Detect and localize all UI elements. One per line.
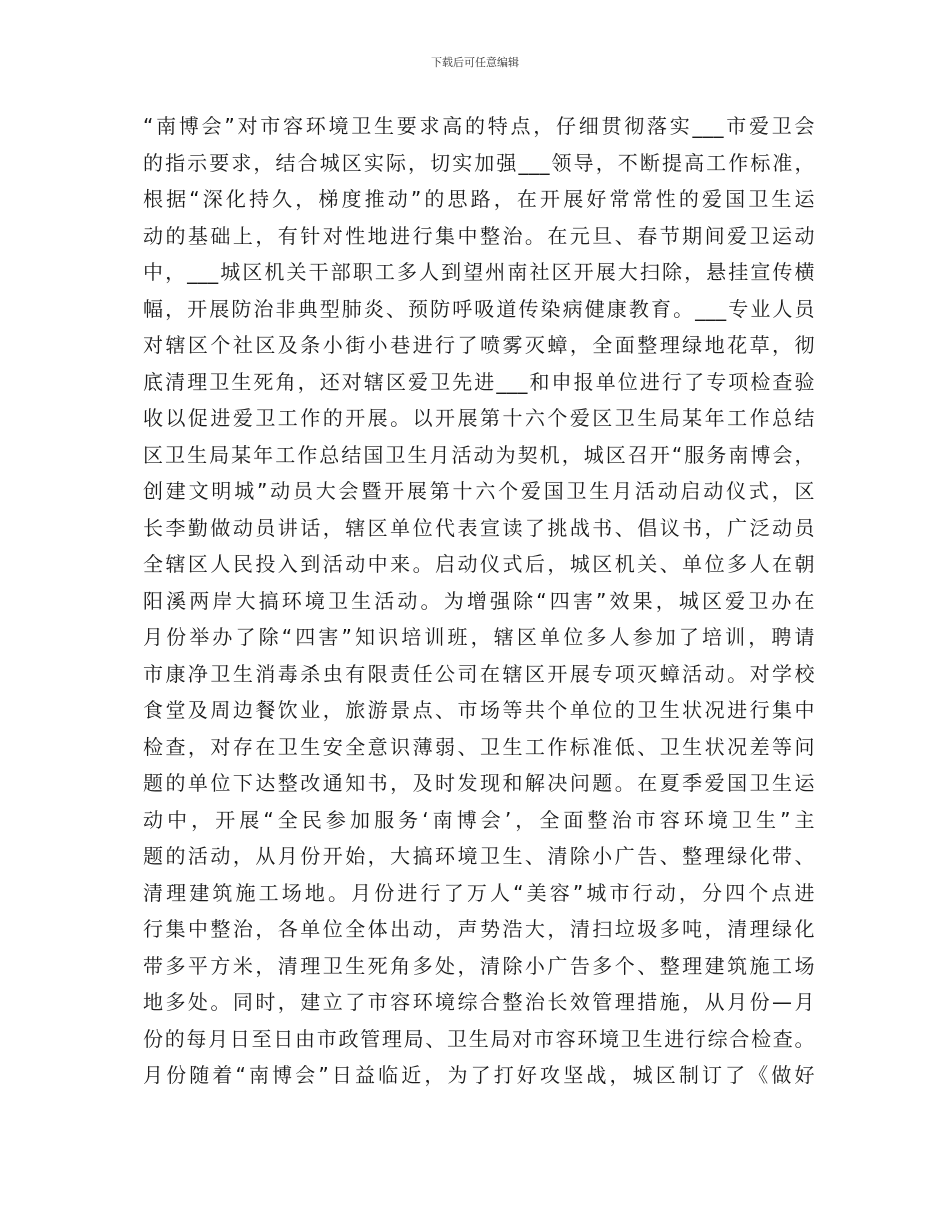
text-line: 检查，对存在卫生安全意识薄弱、卫生工作标准低、卫生状况差等问	[143, 734, 815, 759]
text-line: 长李勤做动员讲话，辖区单位代表宣读了挑战书、倡议书，广泛动员	[143, 515, 815, 540]
text-line: 动中，开展“全民参加服务‘南博会’，全面整治市容环境卫生”主	[143, 807, 815, 832]
text-line: 创建文明城”动员大会暨开展第十六个爱国卫生月活动启动仪式，区	[143, 479, 815, 503]
text-line: 带多平方米，清理卫生死角多处，清除小广告多个、整理建筑施工场	[143, 953, 815, 978]
text-line: 市康净卫生消毒杀虫有限责任公司在辖区开展专项灭蟑活动。对学校	[143, 661, 815, 686]
text-line: 收以促进爱卫工作的开展。以开展第十六个爱区卫生局某年工作总结	[143, 406, 815, 430]
text-line: 阳溪两岸大搞环境卫生活动。为增强除“四害”效果，城区爱卫办在	[143, 588, 815, 613]
text-line: 动的基础上，有针对性地进行集中整治。在元旦、春节期间爱卫运动	[143, 223, 815, 248]
text-line: 全辖区人民投入到活动中来。启动仪式后，城区机关、单位多人在朝	[143, 552, 815, 576]
text-line: 对辖区个社区及条小街小巷进行了喷雾灭蟑，全面整理绿地花草，彻	[143, 333, 815, 357]
text-line: 份的每月日至日由市政管理局、卫生局对市容环境卫生进行综合检查。	[143, 1026, 815, 1051]
text-line: 题的活动，从月份开始，大搞环境卫生、清除小广告、整理绿化带、	[143, 844, 815, 868]
text-line: 清理建筑施工场地。月份进行了万人“美容”城市行动，分四个点进	[143, 880, 815, 905]
text-line: 幅，开展防治非典型肺炎、预防呼吸道传染病健康教育。___专业人员	[143, 296, 815, 321]
text-line: 区卫生局某年工作总结国卫生月活动为契机，城区召开“服务南博会，	[143, 442, 815, 467]
text-line: 月份举办了除“四害”知识培训班，辖区单位多人参加了培训，聘请	[143, 625, 815, 649]
text-line: 中，___城区机关干部职工多人到望州南社区开展大扫除，悬挂宣传横	[143, 260, 815, 284]
document-body	[143, 108, 815, 1094]
page-header: 下载后可任意编辑	[431, 56, 519, 69]
text-line: 的指示要求，结合城区实际，切实加强___领导，不断提高工作标准，	[143, 150, 815, 175]
text-line: 月份随着“南博会”日益临近，为了打好攻坚战，城区制订了《做好	[143, 1063, 815, 1087]
text-line: 根据“深化持久，梯度推动”的思路，在开展好常常性的爱国卫生运	[143, 187, 815, 211]
text-line: 地多处。同时，建立了市容环境综合整治长效管理措施，从月份—月	[143, 990, 815, 1014]
text-line: 题的单位下达整改通知书，及时发现和解决问题。在夏季爱国卫生运	[143, 771, 815, 795]
text-line: “南博会”对市容环境卫生要求高的特点，仔细贯彻落实___市爱卫会	[143, 114, 815, 138]
text-line: 行集中整治，各单位全体出动，声势浩大，清扫垃圾多吨，清理绿化	[143, 917, 815, 941]
text-line: 底清理卫生死角，还对辖区爱卫先进___和申报单位进行了专项检查验	[143, 369, 815, 394]
text-line: 食堂及周边餐饮业，旅游景点、市场等共个单位的卫生状况进行集中	[143, 698, 815, 722]
